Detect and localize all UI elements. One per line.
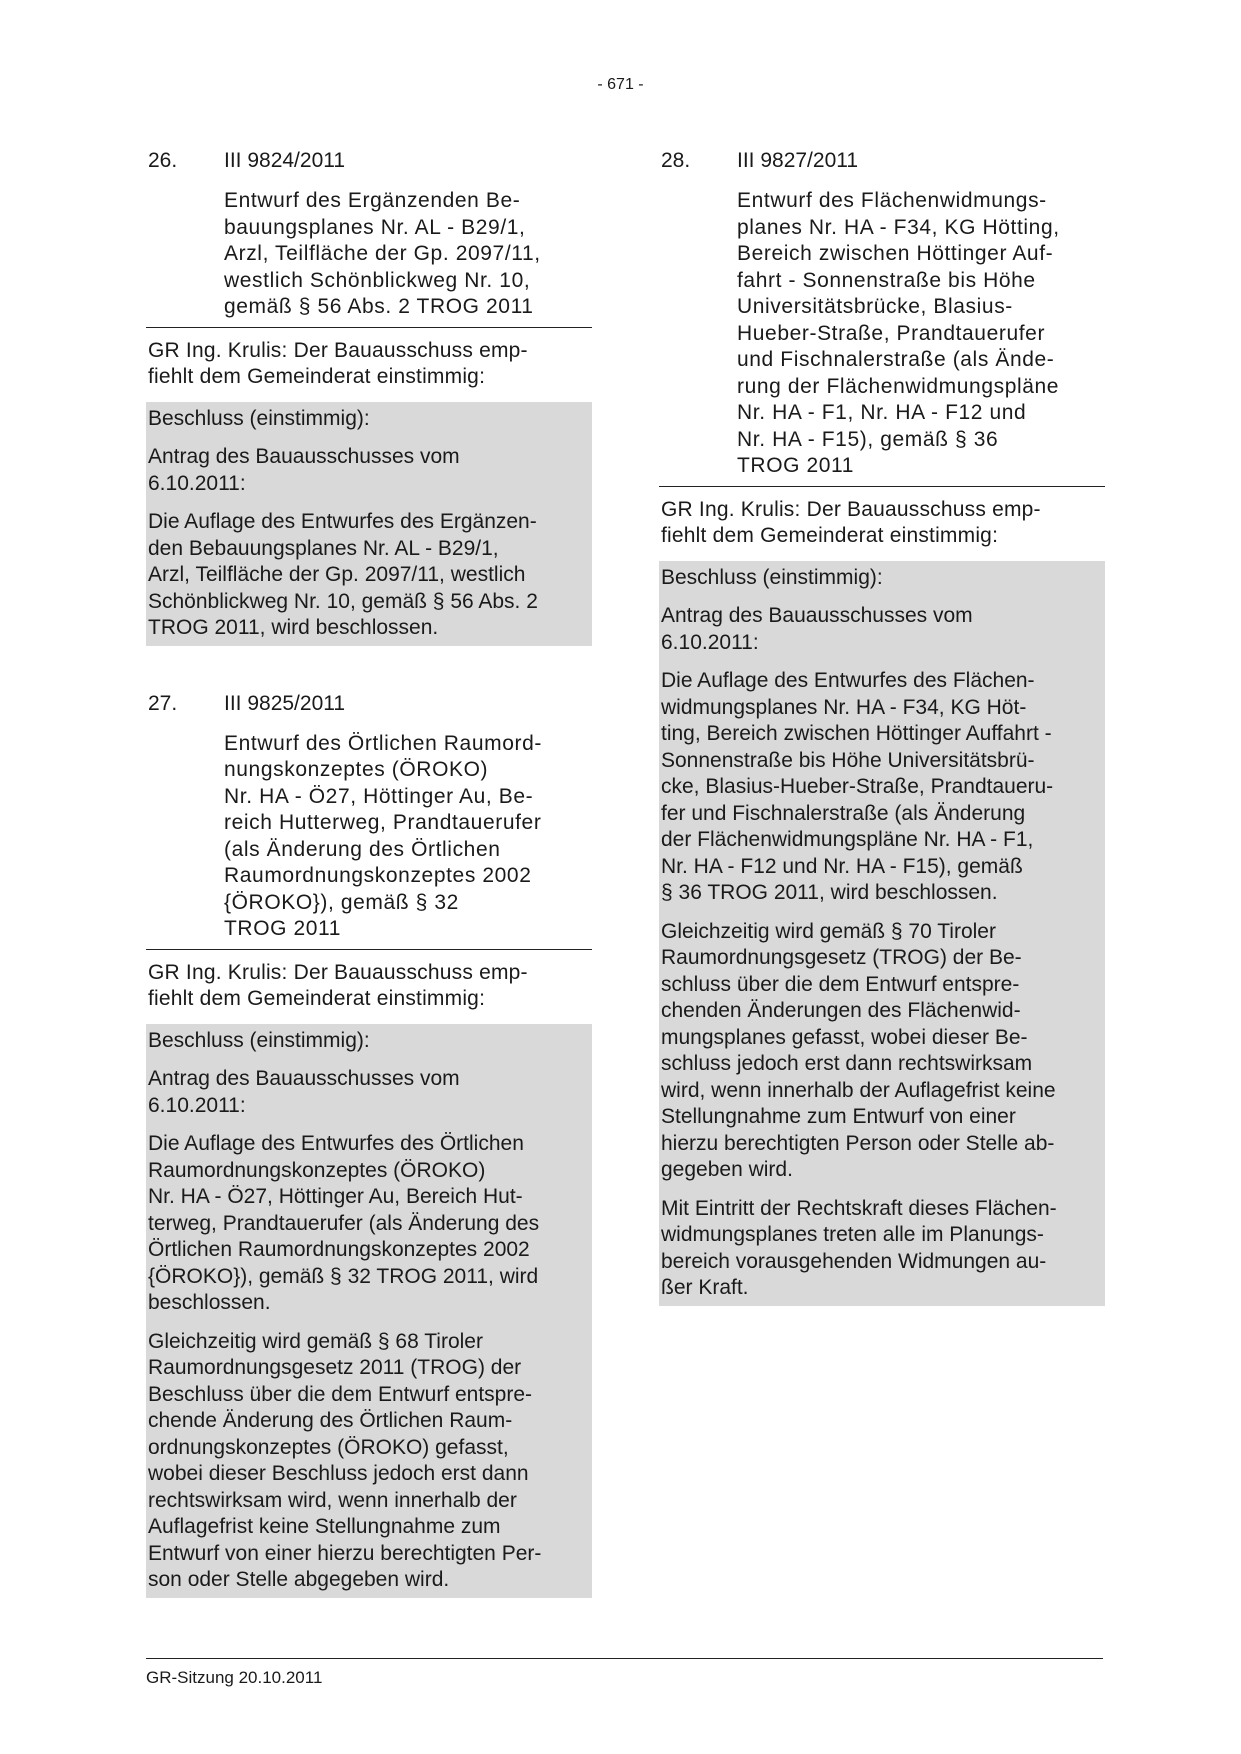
item-intro: GR Ing. Krulis: Der Bauausschuss emp- fiehlt dem Gemeinderat einstimmig: (148, 338, 528, 388)
agenda-item (146, 691, 592, 1598)
resolution-text: Gleichzeitig wird gemäß § 70 Tiroler Raumordnungsgesetz (TROG) der Be- schluss über die dem Entwurf entspre- chenden Änderungen des Flächenwid- mungsplanes gefasst, wobei dieser Be- schluss jedoch erst dann rechtswirksam wird, wenn innerhalb der Auflagefrist keine Stellungnahme zum Entwurf von einer hierzu berechtigten Person oder Stelle ab- gegeben wird. (661, 919, 1056, 1181)
item-title: Entwurf des Flächenwidmungs- planes Nr. HA - F34, KG Hötting, Bereich zwischen Höttinger Auf- fahrt - Sonnenstraße bis Höhe Universitätsbrücke, Blasius- Hueber-Straße, Prandtauerufer und Fischnalerstraße (als Ände- rung der Flächenwidmungspläne Nr. HA - F1, Nr. HA - F12 und Nr. HA - F15), gemäß § 36 TROG 2011 (659, 188, 1105, 487)
right-column (659, 148, 1105, 1306)
item-reference: III 9825/2011 (224, 691, 346, 715)
agenda-item (146, 148, 592, 646)
item-number: 28. (661, 149, 691, 172)
page-number: - 671 - (597, 76, 644, 93)
item-reference: III 9827/2011 (737, 149, 859, 172)
resolution-box (146, 1024, 592, 1598)
page-footer (146, 1658, 1103, 1692)
item-intro: GR Ing. Krulis: Der Bauausschuss emp- fiehlt dem Gemeinderat einstimmig: (661, 497, 1041, 547)
agenda-item (659, 148, 1105, 1306)
resolution-text: Die Auflage des Entwurfes des Örtlichen Raumordnungskonzeptes (ÖROKO) Nr. HA - Ö27, Höttinger Au, Bereich Hut- terweg, Prandtauerufer (als Änderung des Örtlichen Raumordnungskonzeptes 2002 {ÖROKO}), gemäß § 32 TROG 2011, wird beschlossen. (148, 1132, 540, 1314)
item-header (146, 148, 592, 174)
resolution-text: Die Auflage des Entwurfes des Ergänzen- den Bebauungsplanes Nr. AL - B29/1, Arzl, Teilfläche der Gp. 2097/11, westlich Schönblickweg Nr. 10, gemäß § 56 Abs. 2 TROG 2011, wird beschlossen. (148, 510, 538, 639)
resolution-label: Beschluss (einstimmig): (661, 565, 883, 589)
resolution-label: Beschluss (einstimmig): (148, 406, 370, 430)
item-number: 26. (148, 149, 178, 172)
item-reference: III 9824/2011 (224, 149, 346, 172)
resolution-text: Gleichzeitig wird gemäß § 68 Tiroler Raumordnungsgesetz 2011 (TROG) der Beschluss über die dem Entwurf entspre- chende Änderung des Örtlichen Raum- ordnungskonzeptes (ÖROKO) gefasst, wobei dieser Beschluss jedoch erst dann rechtswirksam wird, wenn innerhalb der Auflagefrist keine Stellungnahme zum Entwurf von einer hierzu berechtigten Per- son oder Stelle abgegeben wird. (148, 1329, 542, 1591)
resolution-text: Die Auflage des Entwurfes des Flächen- widmungsplanes Nr. HA - F34, KG Höt- ting, Bereich zwischen Höttinger Auffahrt - Sonnenstraße bis Höhe Universitätsbrü- cke, Blasius-Hueber-Straße, Prandtaueru- fer und Fischnalerstraße (als Änderung der Flächenwidmungspläne Nr. HA - F1, Nr. HA - F12 und Nr. HA - F15), gemäß § 36 TROG 2011, wird beschlossen. (661, 669, 1054, 904)
item-title: Entwurf des Örtlichen Raumord- nungskonzeptes (ÖROKO) Nr. HA - Ö27, Höttinger Au, Be- reich Hutterweg, Prandtauerufer (als Änderung des Örtlichen Raumordnungskonzeptes 2002 {ÖROKO}), gemäß § 32 TROG 2011 (146, 731, 592, 950)
motion-label: Antrag des Bauausschusses vom 6.10.2011: (661, 604, 973, 654)
item-title: Entwurf des Ergänzenden Be- bauungsplanes Nr. AL - B29/1, Arzl, Teilfläche der Gp. 2097/11, westlich Schönblickweg Nr. 10, gemäß § 56 Abs. 2 TROG 2011 (146, 188, 592, 328)
item-intro: GR Ing. Krulis: Der Bauausschuss emp- fiehlt dem Gemeinderat einstimmig: (148, 960, 528, 1010)
resolution-label: Beschluss (einstimmig): (148, 1028, 370, 1052)
resolution-box (659, 561, 1105, 1306)
item-number: 27. (148, 691, 178, 715)
footer-text: GR-Sitzung 20.10.2011 (146, 1668, 323, 1687)
item-header (146, 691, 592, 717)
resolution-text: Mit Eintritt der Rechtskraft dieses Flächen- widmungsplanes treten alle im Planungs- bereich vorausgehenden Widmungen au- ßer Kraft. (661, 1196, 1057, 1299)
resolution-box (146, 402, 592, 646)
item-header (659, 148, 1105, 174)
left-column (146, 148, 592, 1598)
motion-label: Antrag des Bauausschusses vom 6.10.2011: (148, 445, 460, 495)
motion-label: Antrag des Bauausschusses vom 6.10.2011: (148, 1067, 460, 1117)
